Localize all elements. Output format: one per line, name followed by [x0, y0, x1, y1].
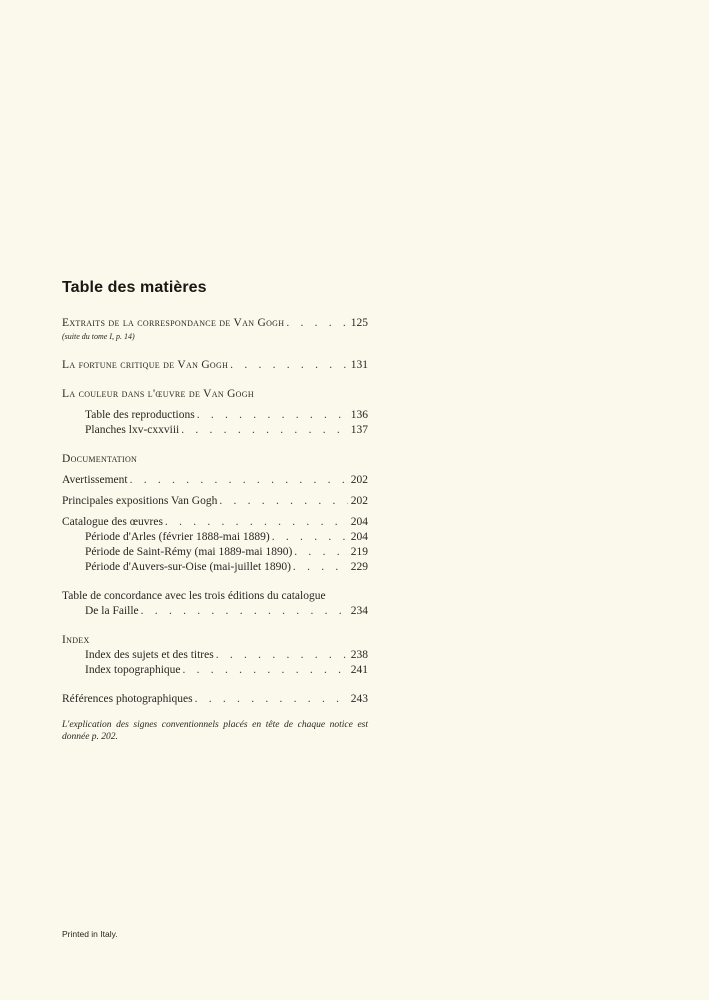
printed-in-notice: Printed in Italy. — [62, 929, 118, 939]
toc-entry-label: Références photographiques — [62, 693, 193, 705]
leader-dots — [219, 494, 348, 509]
toc-entry[interactable] — [62, 358, 368, 373]
toc-page-number: 125 — [350, 317, 368, 329]
toc-entry[interactable] — [62, 560, 368, 575]
leader-dots — [216, 648, 348, 663]
toc-entry[interactable] — [62, 648, 368, 663]
toc-page-number: 202 — [350, 495, 368, 507]
toc-entry[interactable] — [62, 494, 368, 509]
toc-page-number: 204 — [350, 531, 368, 543]
toc-entry-label: Principales expositions Van Gogh — [62, 495, 218, 507]
page-title: Table des matières — [62, 279, 207, 296]
toc-entry-note: (suite du tome I, p. 14) — [62, 332, 135, 341]
toc-section-heading: Index — [62, 634, 90, 646]
toc-entry[interactable] — [62, 423, 368, 438]
toc-section-references — [62, 692, 368, 707]
toc-entry-label: Période d'Auvers-sur-Oise (mai-juillet 1890) — [85, 561, 291, 573]
toc-page-number: 136 — [350, 409, 368, 421]
toc-section-index — [62, 633, 368, 678]
toc-page-number: 238 — [350, 649, 368, 661]
leader-dots — [286, 316, 348, 331]
toc-entry[interactable] — [62, 530, 368, 545]
toc-entry-label: Période d'Arles (février 1888-mai 1889) — [85, 531, 270, 543]
toc-entry-label: Planches lxv-cxxviii — [85, 424, 180, 436]
toc-entry[interactable] — [62, 545, 368, 560]
table-of-contents — [62, 278, 368, 743]
toc-entry-label: Table des reproductions — [85, 409, 195, 421]
toc-page-number: 204 — [350, 516, 368, 528]
toc-page-number: 234 — [350, 605, 368, 617]
leader-dots — [294, 545, 348, 560]
leader-dots — [181, 423, 348, 438]
toc-page-number: 241 — [350, 664, 368, 676]
toc-section-couleur — [62, 387, 368, 438]
toc-entry[interactable] — [62, 692, 368, 707]
leader-dots — [195, 692, 348, 707]
toc-entry-label: Avertissement — [62, 474, 128, 486]
toc-entry[interactable] — [62, 316, 368, 331]
toc-page-number: 131 — [350, 359, 368, 371]
footnote: L'explication des signes conventionnels placés en tête de chaque notice est donnée p. 202. — [62, 720, 368, 742]
toc-entry[interactable] — [62, 663, 368, 678]
toc-section-extraits — [62, 316, 368, 342]
toc-page-number: 243 — [350, 693, 368, 705]
leader-dots — [230, 358, 348, 373]
toc-entry-label: Catalogue des œuvres — [62, 516, 163, 528]
toc-entry-label: De la Faille — [85, 605, 139, 617]
toc-entry[interactable] — [62, 408, 368, 423]
toc-page-number: 137 — [350, 424, 368, 436]
toc-entry-label: Extraits de la correspondance de Van Gogh — [62, 317, 285, 329]
toc-entry-label: Index topographique — [85, 664, 181, 676]
leader-dots — [197, 408, 348, 423]
toc-section-fortune — [62, 358, 368, 373]
toc-entry[interactable] — [62, 473, 368, 488]
toc-entry[interactable] — [62, 515, 368, 530]
leader-dots — [130, 473, 348, 488]
leader-dots — [293, 560, 348, 575]
toc-section-heading: La couleur dans l'œuvre de Van Gogh — [62, 388, 254, 400]
toc-section-heading: Documentation — [62, 453, 138, 465]
toc-entry-label: Période de Saint-Rémy (mai 1889-mai 1890) — [85, 546, 293, 558]
toc-page-number: 219 — [350, 546, 368, 558]
toc-page-number: 229 — [350, 561, 368, 573]
leader-dots — [165, 515, 348, 530]
toc-section-documentation — [62, 452, 368, 619]
leader-dots — [141, 604, 348, 619]
toc-entry-label: Index des sujets et des titres — [85, 649, 214, 661]
toc-entry[interactable] — [62, 604, 368, 619]
toc-entry-label-line1: Table de concordance avec les trois éditions du catalogue — [62, 590, 326, 602]
toc-entry-label: La fortune critique de Van Gogh — [62, 359, 229, 371]
toc-page-number: 202 — [350, 474, 368, 486]
leader-dots — [183, 663, 349, 678]
leader-dots — [272, 530, 348, 545]
